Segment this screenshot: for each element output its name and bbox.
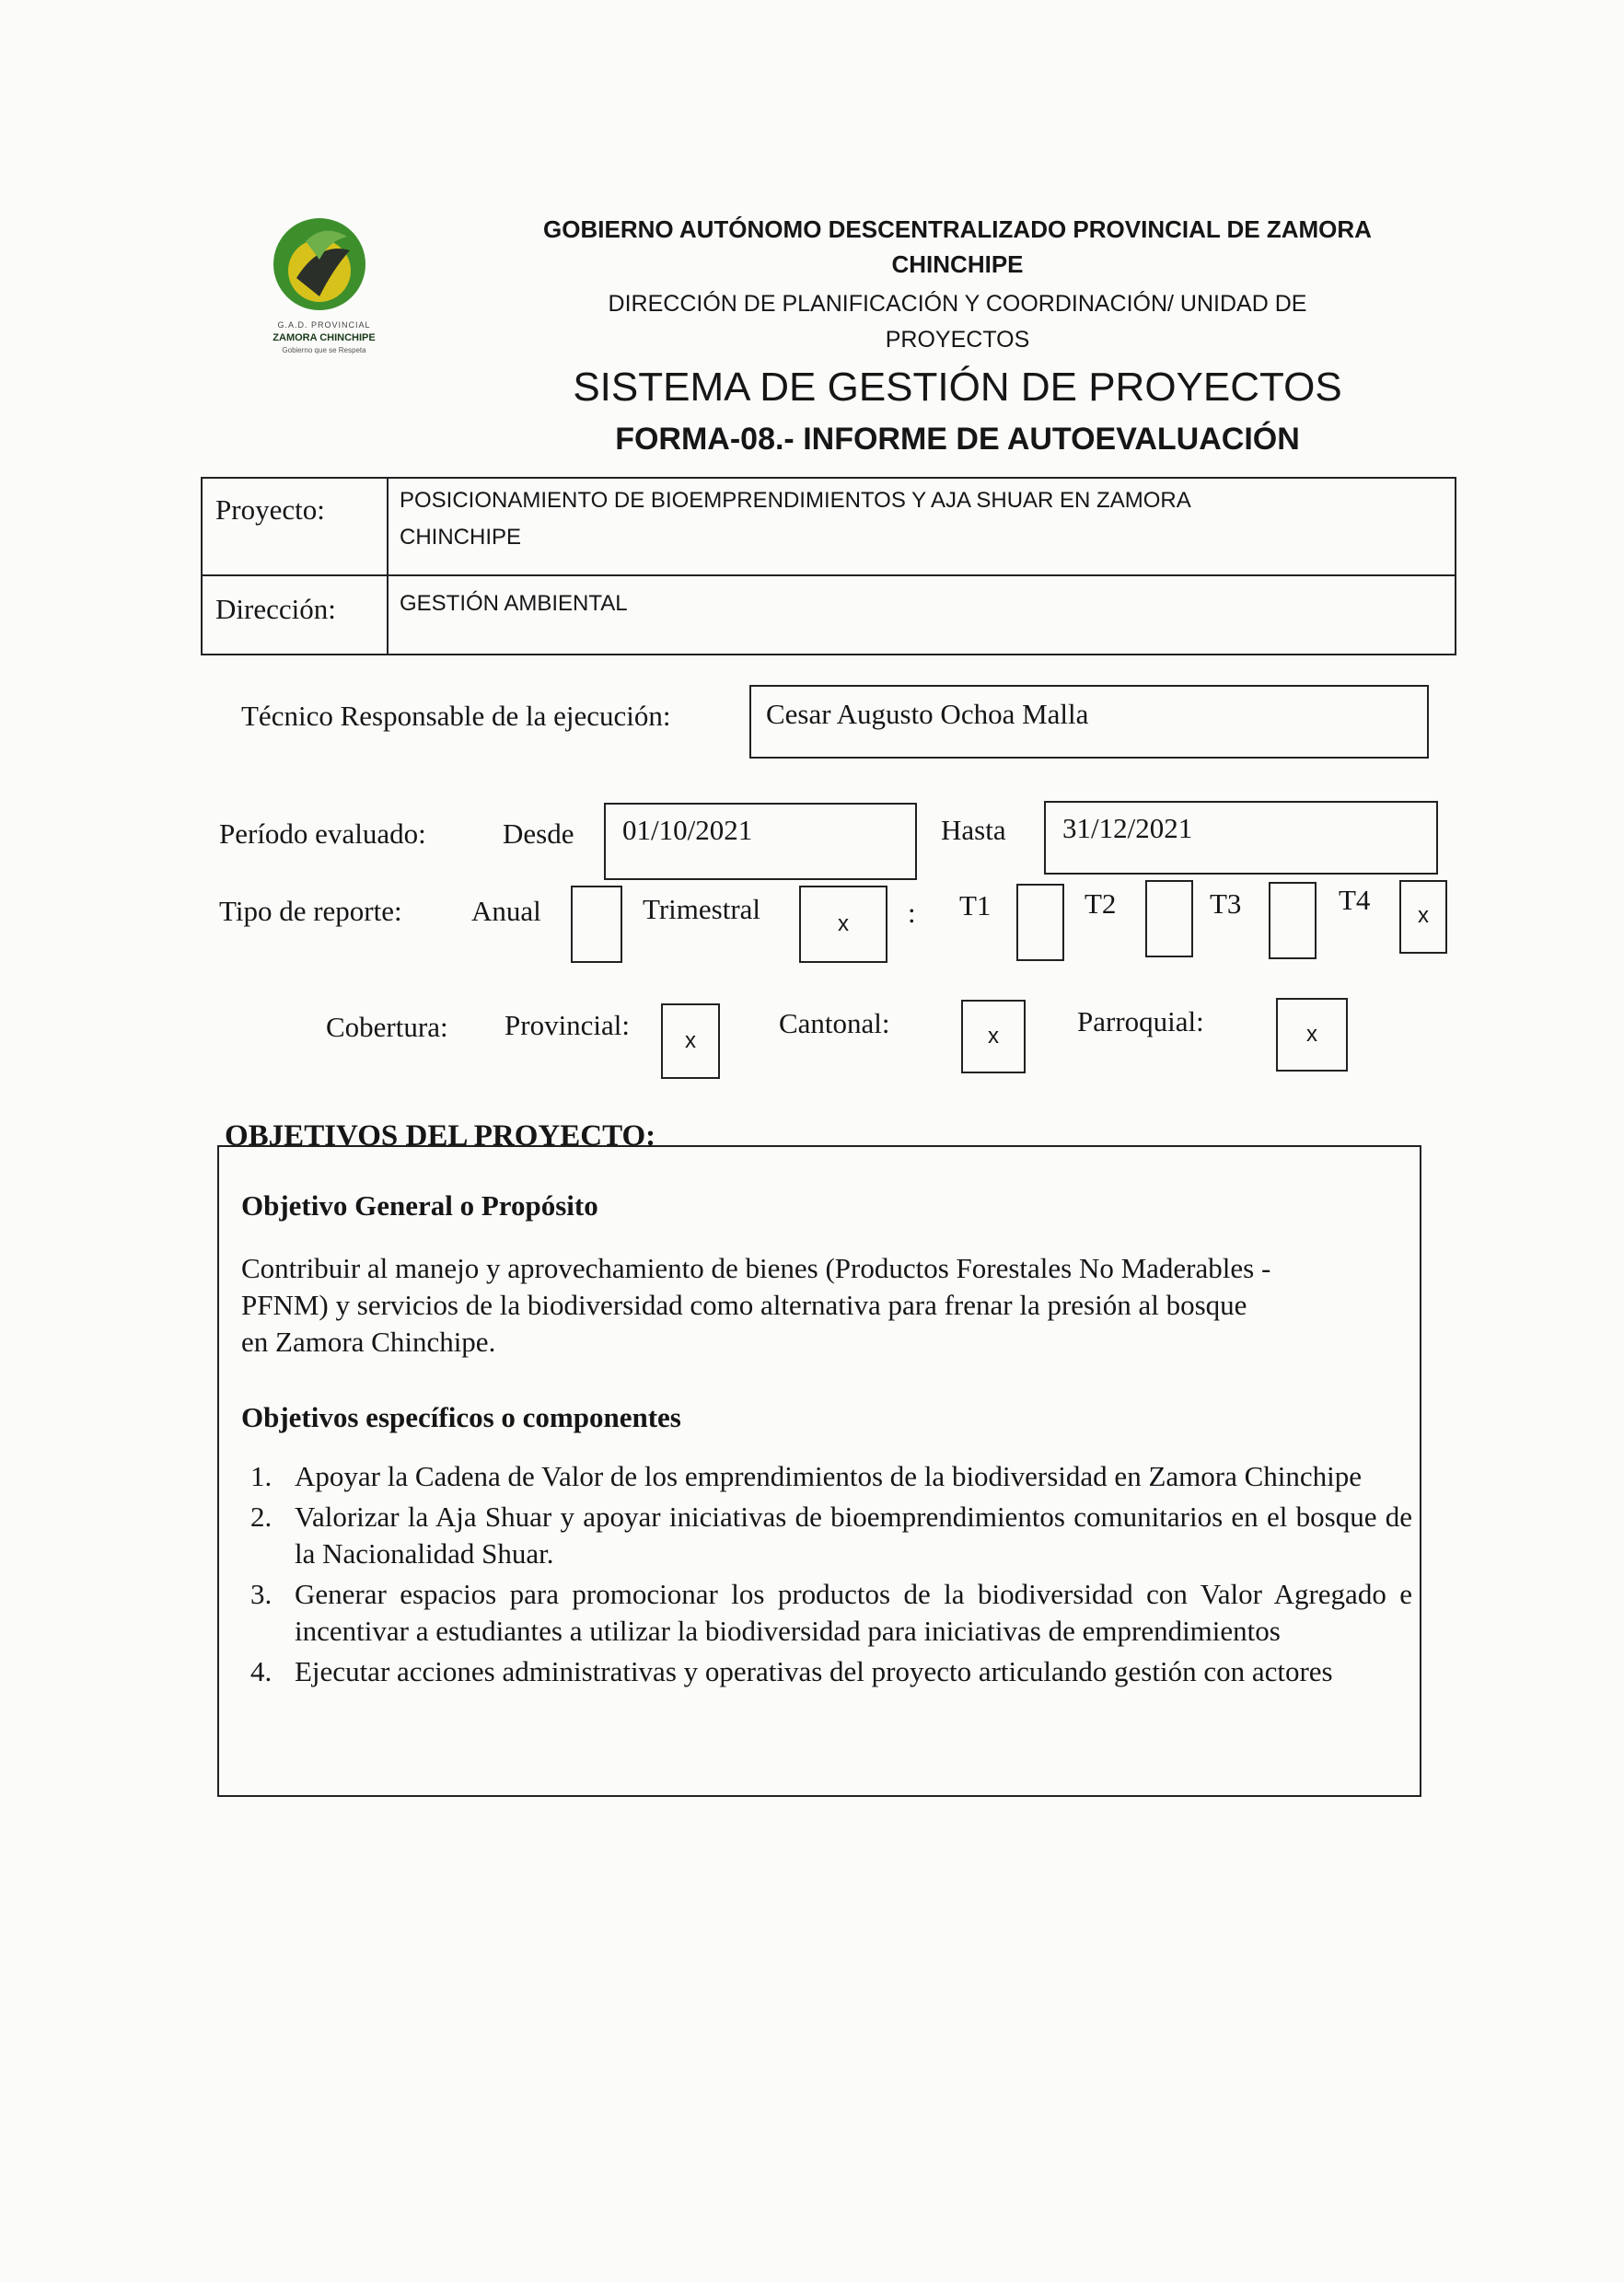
t2-checkbox	[1145, 880, 1193, 957]
list-item-number: 1.	[250, 1460, 273, 1492]
period-label: Período evaluado:	[219, 817, 426, 850]
list-item	[250, 1458, 1412, 1495]
period-from-label: Desde	[503, 817, 574, 850]
coverage-label: Cobertura:	[326, 1011, 448, 1043]
department-line1: DIRECCIÓN DE PLANIFICACIÓN Y COORDINACIÓN/ UNIDAD DE	[608, 291, 1307, 317]
list-item-text: Valorizar la Aja Shuar y apoyar iniciativas de bioemprendimientos comunitarios en el bosque de la Nacionalidad Shuar.	[295, 1501, 1412, 1570]
project-name-line2: CHINCHIPE	[400, 525, 522, 550]
general-objective-line2: PFNM) y servicios de la biodiversidad como alternativa para frenar la presión al bosque	[241, 1289, 1247, 1321]
period-from-value: 01/10/2021	[622, 814, 753, 846]
quarterly-label: Trimestral	[643, 893, 761, 925]
t3-checkbox	[1269, 882, 1317, 959]
period-from-field	[604, 803, 917, 880]
quarter-separator: :	[908, 897, 916, 929]
t1-checkbox	[1016, 884, 1064, 961]
cantonal-checkbox: x	[961, 1000, 1026, 1073]
general-objective-line3: en Zamora Chinchipe.	[241, 1326, 496, 1358]
logo	[250, 214, 416, 388]
list-item-number: 2.	[250, 1501, 273, 1533]
org-name-line2: CHINCHIPE	[891, 250, 1024, 278]
period-to-value: 31/12/2021	[1062, 812, 1193, 844]
logo-line1: G.A.D. PROVINCIAL	[277, 320, 371, 330]
logo-emblem-icon	[269, 214, 370, 315]
parish-checkbox: x	[1276, 998, 1348, 1072]
general-objective-title: Objetivo General o Propósito	[241, 1189, 598, 1222]
form-title: FORMA-08.- INFORME DE AUTOEVALUACIÓN	[615, 422, 1300, 457]
t3-label: T3	[1210, 887, 1242, 920]
project-table	[201, 477, 1456, 655]
direction-value: GESTIÓN AMBIENTAL	[400, 591, 628, 616]
t1-label: T1	[959, 889, 992, 921]
list-item	[250, 1653, 1412, 1690]
provincial-label: Provincial:	[505, 1009, 631, 1041]
logo-line2: ZAMORA CHINCHIPE	[273, 332, 376, 343]
t4-checkbox: x	[1399, 880, 1447, 954]
technician-value: Cesar Augusto Ochoa Malla	[766, 698, 1089, 730]
t2-label: T2	[1085, 887, 1117, 920]
table-column-divider	[387, 479, 389, 654]
project-name-line1: POSICIONAMIENTO DE BIOEMPRENDIMIENTOS Y AJA SHUAR EN ZAMORA	[400, 488, 1191, 513]
technician-field	[749, 685, 1429, 759]
list-item-text: Generar espacios para promocionar los productos de la biodiversidad con Valor Agregado e incentivar a estudiantes a utilizar la biodiversidad para iniciativas de emprendimientos	[295, 1578, 1412, 1647]
org-name-line1: GOBIERNO AUTÓNOMO DESCENTRALIZADO PROVINCIAL DE ZAMORA	[543, 215, 1372, 243]
list-item-text: Ejecutar acciones administrativas y operativas del proyecto articulando gestión con actores	[295, 1655, 1333, 1687]
project-label: Proyecto:	[215, 493, 325, 526]
t4-label: T4	[1339, 884, 1371, 916]
logo-line3: Gobierno que se Respeta	[282, 346, 366, 354]
period-to-field	[1044, 801, 1438, 875]
report-type-label: Tipo de reporte:	[219, 895, 402, 927]
list-item	[250, 1576, 1412, 1650]
parish-label: Parroquial:	[1077, 1005, 1204, 1037]
list-item-number: 3.	[250, 1578, 273, 1610]
general-objective-line1: Contribuir al manejo y aprovechamiento de bienes (Productos Forestales No Maderables -	[241, 1252, 1271, 1284]
annual-checkbox	[571, 886, 622, 963]
specific-objectives-list	[250, 1458, 1412, 1694]
list-item	[250, 1499, 1412, 1572]
system-title: SISTEMA DE GESTIÓN DE PROYECTOS	[573, 365, 1342, 410]
list-item-text: Apoyar la Cadena de Valor de los emprendimientos de la biodiversidad en Zamora Chinchipe	[295, 1460, 1363, 1492]
objectives-section-title: OBJETIVOS DEL PROYECTO:	[225, 1119, 656, 1153]
annual-label: Anual	[471, 895, 541, 927]
period-to-label: Hasta	[941, 814, 1006, 846]
department-line2: PROYECTOS	[885, 327, 1030, 353]
quarterly-checkbox: x	[799, 886, 887, 963]
list-item-number: 4.	[250, 1655, 273, 1687]
table-row-divider	[203, 574, 1455, 576]
specific-objectives-title: Objetivos específicos o componentes	[241, 1401, 681, 1433]
provincial-checkbox: x	[661, 1003, 720, 1079]
direction-label: Dirección:	[215, 593, 336, 625]
technician-label: Técnico Responsable de la ejecución:	[241, 700, 671, 732]
cantonal-label: Cantonal:	[779, 1007, 890, 1039]
